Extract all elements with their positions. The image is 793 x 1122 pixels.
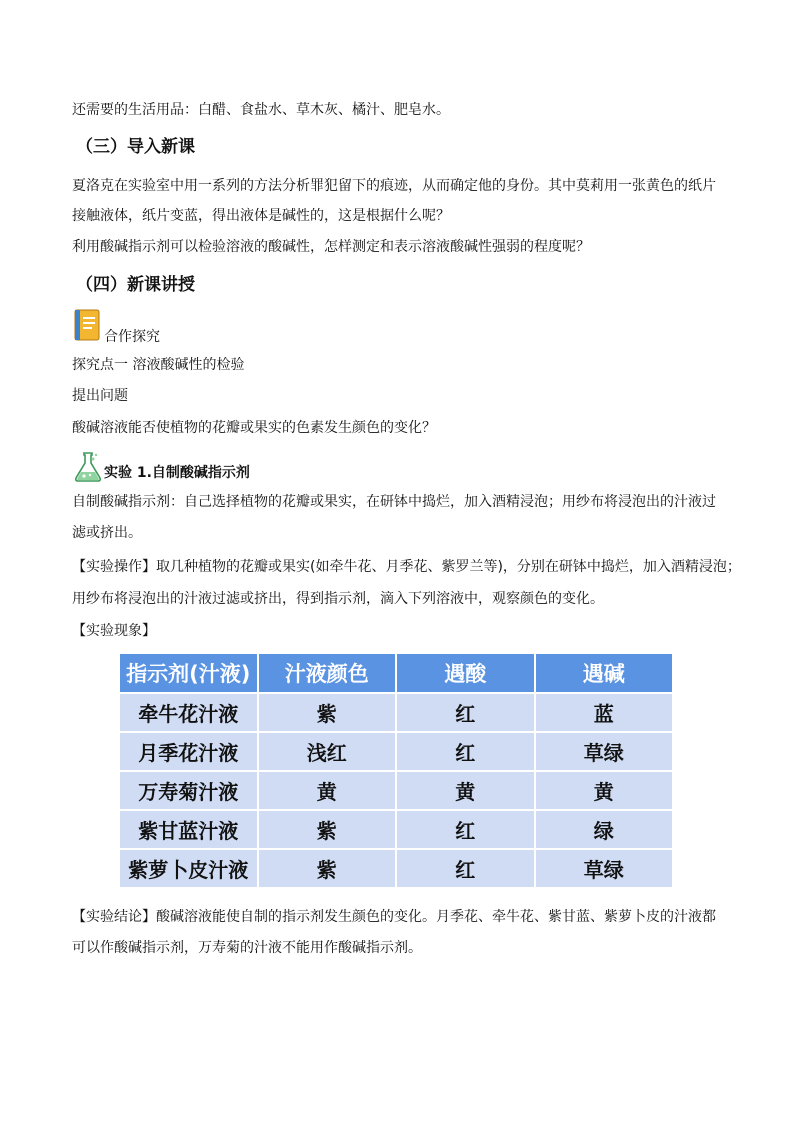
table-cell: 牵牛花汁液	[120, 694, 257, 731]
section3-para2: 利用酸碱指示剂可以检验溶液的酸碱性，怎样测定和表示溶液酸碱性强弱的程度呢？	[72, 239, 590, 255]
raise-question-label: 提出问题	[72, 388, 128, 404]
experiment-title: 实验 1.自制酸碱指示剂	[104, 465, 250, 481]
table-cell: 红	[397, 694, 534, 731]
table-cell: 黄	[536, 772, 673, 809]
table-cell: 紫萝卜皮汁液	[120, 850, 257, 887]
table-header-cell: 遇酸	[397, 654, 534, 692]
table-cell: 草绿	[536, 850, 673, 887]
phenomenon-label: 【实验现象】	[72, 623, 156, 639]
table-cell: 紫甘蓝汁液	[120, 811, 257, 848]
table-cell: 红	[397, 733, 534, 770]
operation-line-1: 【实验操作】取几种植物的花瓣或果实(如牵牛花、月季花、紫罗兰等)，分别在研钵中捣烂，加入酒精浸泡；	[72, 559, 741, 575]
section-heading-3: （三）导入新课	[76, 137, 195, 157]
conclusion-line-1: 【实验结论】酸碱溶液能使自制的指示剂发生颜色的变化。月季花、牵牛花、紫甘蓝、紫萝卜皮的汁液都	[72, 909, 716, 925]
table-row	[120, 850, 672, 887]
table-row	[120, 811, 672, 848]
def-line-1: 自制酸碱指示剂：自己选择植物的花瓣或果实，在研钵中捣烂，加入酒精浸泡；用纱布将浸泡出的汁液过	[72, 494, 716, 510]
table-cell: 绿	[536, 811, 673, 848]
def-line-2: 滤或挤出。	[72, 525, 142, 541]
section3-para1-line2: 接触液体，纸片变蓝，得出液体是碱性的，这是根据什么呢？	[72, 208, 450, 224]
book-icon	[72, 309, 102, 343]
table-header-row	[120, 654, 672, 692]
operation-line-2: 用纱布将浸泡出的汁液过滤或挤出，得到指示剂，滴入下列溶液中，观察颜色的变化。	[72, 591, 604, 607]
table-cell: 月季花汁液	[120, 733, 257, 770]
section-heading-4: （四）新课讲授	[76, 275, 195, 295]
table-cell: 紫	[259, 694, 396, 731]
table-cell: 红	[397, 850, 534, 887]
table-header-cell: 遇碱	[536, 654, 673, 692]
table-row	[120, 733, 672, 770]
intro-line: 还需要的生活用品：白醋、食盐水、草木灰、橘汁、肥皂水。	[72, 102, 450, 118]
coop-label: 合作探究	[104, 329, 160, 345]
table-header-cell: 汁液颜色	[259, 654, 396, 692]
table-row	[120, 694, 672, 731]
flask-icon	[72, 450, 104, 482]
section3-para1-line1: 夏洛克在实验室中用一系列的方法分析罪犯留下的痕迹，从而确定他的身份。其中莫莉用一张黄色的纸片	[72, 178, 716, 194]
table-row	[120, 772, 672, 809]
table-cell: 草绿	[536, 733, 673, 770]
table-cell: 万寿菊汁液	[120, 772, 257, 809]
table-cell: 黄	[397, 772, 534, 809]
conclusion-line-2: 可以作酸碱指示剂，万寿菊的汁液不能用作酸碱指示剂。	[72, 940, 422, 956]
result-table	[118, 652, 674, 889]
table-cell: 紫	[259, 850, 396, 887]
table-cell: 紫	[259, 811, 396, 848]
table-cell: 蓝	[536, 694, 673, 731]
table-cell: 浅红	[259, 733, 396, 770]
table-cell: 红	[397, 811, 534, 848]
table-cell: 黄	[259, 772, 396, 809]
table-header-cell: 指示剂(汁液)	[120, 654, 257, 692]
question: 酸碱溶液能否使植物的花瓣或果实的色素发生颜色的变化？	[72, 420, 436, 436]
point-1: 探究点一 溶液酸碱性的检验	[72, 357, 245, 373]
